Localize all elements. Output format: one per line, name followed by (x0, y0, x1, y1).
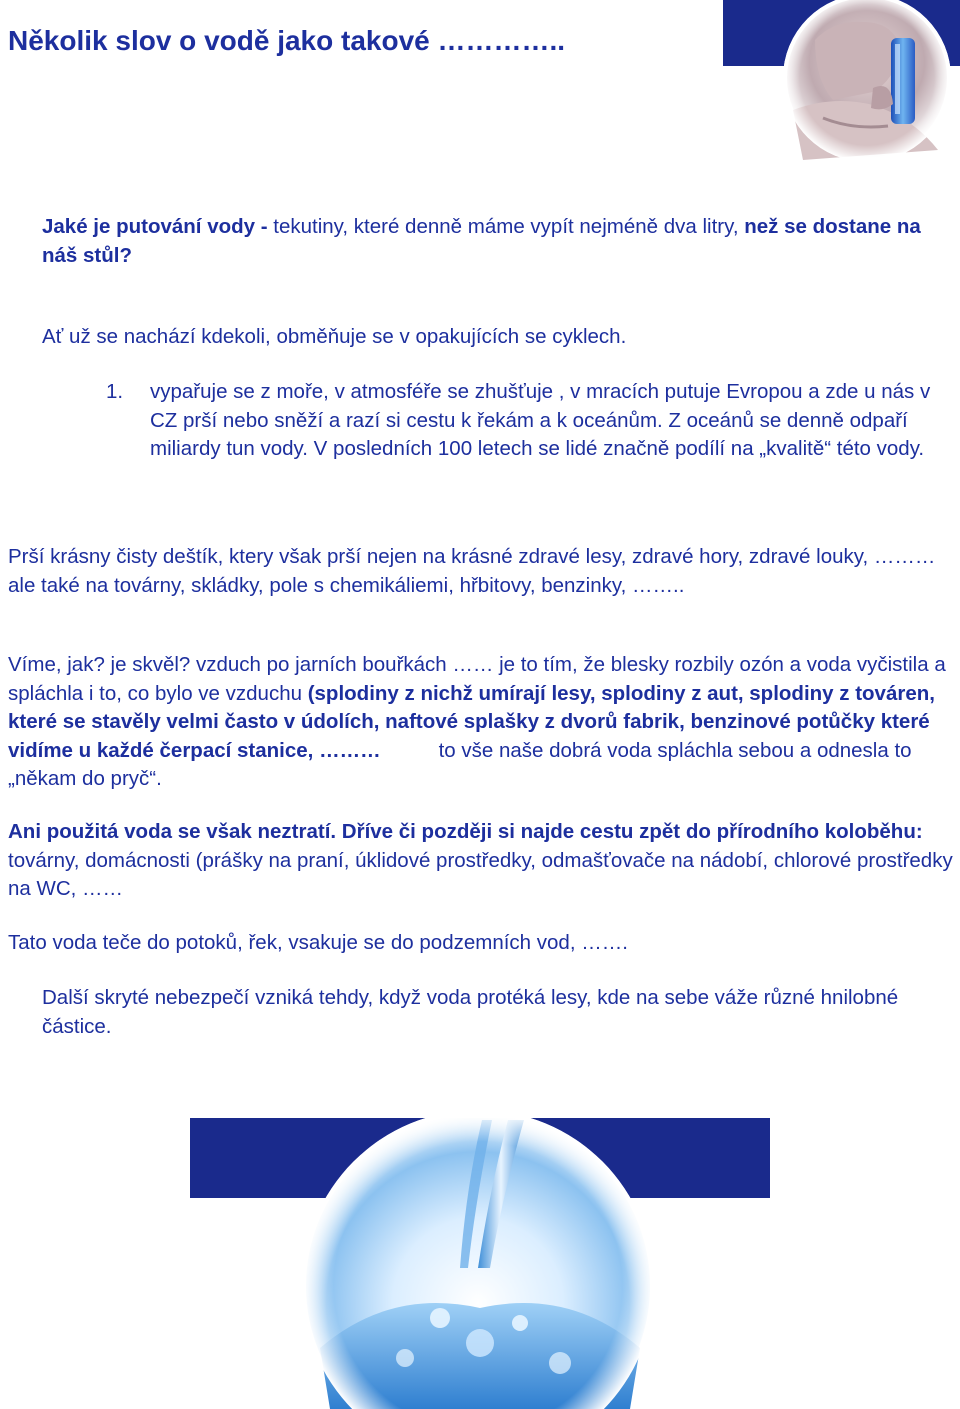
page-title: Několik slov o vodě jako takové ………….. (8, 25, 566, 56)
weather-bold: (splodiny z nichž umírají lesy, splodiny z aut, splodiny z továren, které se stavěly velmi často v údolích, naftové splašky z dvorů fabrik, benzinové potůčky které vidíme u každé čerpací stanice, ……… (8, 681, 935, 762)
weather-paragraph (8, 651, 953, 794)
list-item (150, 378, 940, 464)
weather-end: to vše naše dobrá voda spláchla sebou a odnesla to „někam do pryč“. (8, 738, 912, 790)
cycle-intro: Ať už se nachází kdekoli, obměňuje se v opakujících se cyklech. (42, 325, 627, 348)
weather-plain: Víme, jak? je skvěl? vzduch po jarních bouřkách …… je to tím, že blesky rozbily ozón a voda vyčistila a spláchla i to, co bylo ve vzduchu (8, 653, 946, 705)
question-lead: Jaké je putování vody - (42, 215, 268, 238)
rain-paragraph: Prší krásny čisty deštík, ktery však prší nejen na krásné zdravé lesy, zdravé hory, zdravé louky, ……… ale také na továrny, skládky, pole s chemikáliemi, hřbitovy, benzinky, …….. (8, 545, 936, 597)
list-item-text: vypařuje se z moře, v atmosféře se zhušťuje , v mracích putuje Evropou a zde u nás v CZ prší nebo sněží a razí si cestu k řekám a k oceánům. Z oceánů se denně odpaří miliardy tun vody. (150, 380, 931, 460)
list-item-number: 1. (106, 380, 124, 403)
water-splash-photo (190, 1118, 770, 1409)
man-drinking-water-photo (723, 0, 960, 172)
question-paragraph (42, 213, 952, 270)
list-item-highlight: V posledních 100 letech se lidé značně podílí na „kvalitě“ této vody. (307, 437, 925, 460)
reuse-bold: Ani použitá voda se však neztratí. Dříve či později si najde cestu zpět do přírodního koloběhu: (8, 820, 923, 843)
flow-paragraph: Tato voda teče do potoků, řek, vsakuje se do podzemních vod, ……. (8, 931, 628, 954)
question-tail: než se dostane na náš stůl? (42, 215, 921, 267)
reuse-paragraph (8, 818, 958, 904)
question-body: tekutiny, které denně máme vypít nejméně dva litry, (267, 215, 745, 238)
danger-paragraph: Další skryté nebezpečí vzniká tehdy, když voda protéká lesy, kde na sebe váže různé hnilobné částice. (42, 986, 899, 1038)
reuse-plain: továrny, domácnosti (prášky na praní, úklidové prostředky, odmašťovače na nádobí, chlorové prostředky na WC, …… (8, 848, 953, 900)
